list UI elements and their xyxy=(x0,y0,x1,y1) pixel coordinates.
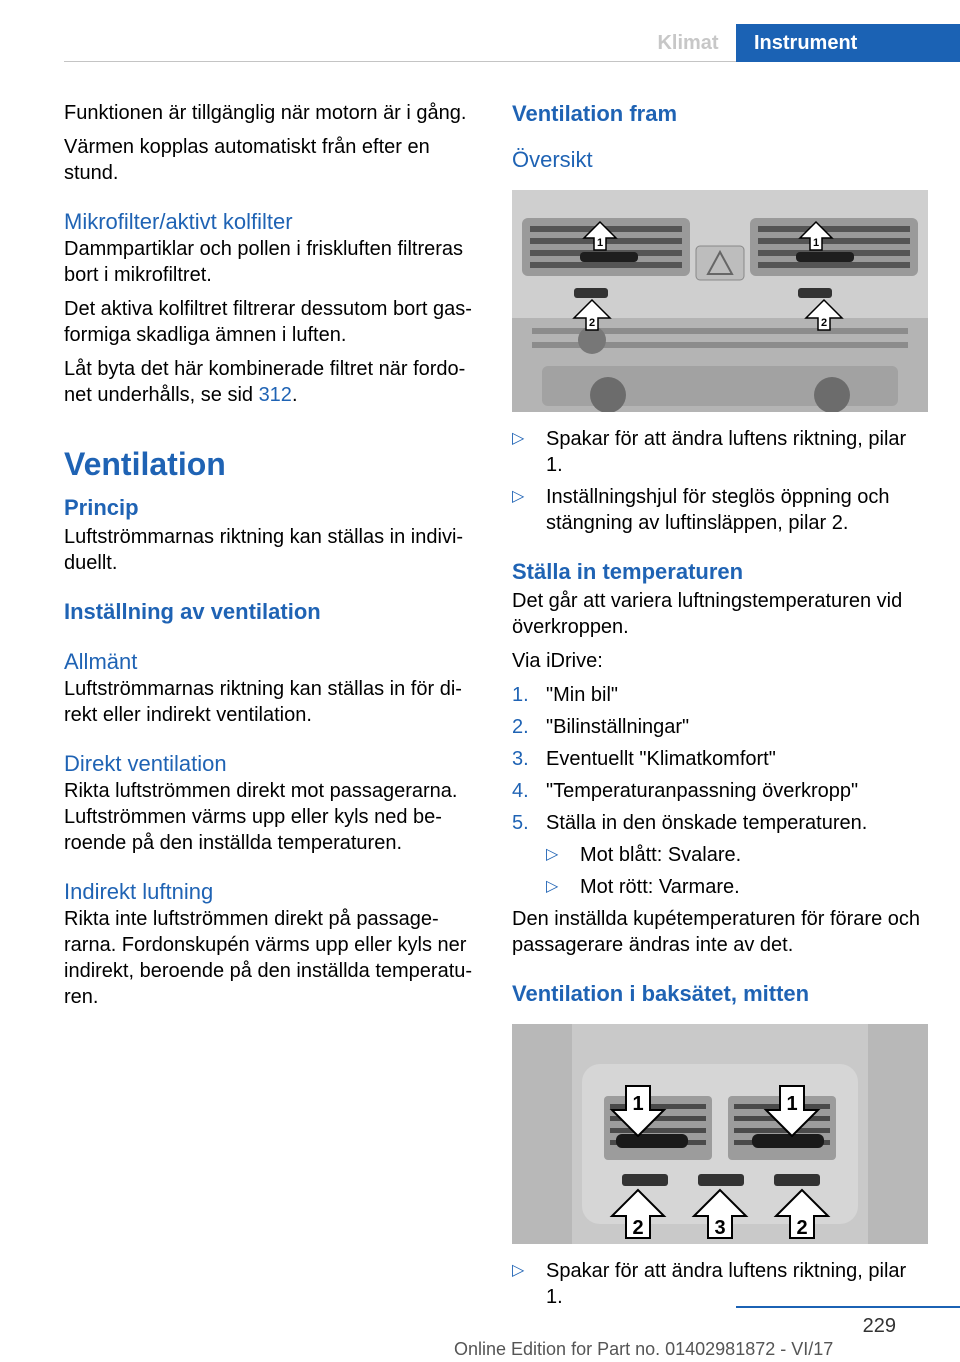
list-item: 4. "Temperaturanpassning överkropp" xyxy=(512,780,859,802)
vent-right xyxy=(750,218,918,276)
arrow-label-2b: 2 xyxy=(820,317,828,329)
list-item: ▷ Spakar för att ändra luftens riktning, pilar 1. xyxy=(512,428,907,476)
paragraph: Funktionen är tillgänglig när motorn är i gång. xyxy=(64,102,467,124)
arrow-label-2a: 2 xyxy=(632,1217,644,1239)
front-vents-illustration xyxy=(512,190,928,412)
figure-rear-vents xyxy=(512,1024,928,1244)
arrow-label-1b: 1 xyxy=(812,237,820,249)
footer-edition: Online Edition for Part no. 01402981872 - VI/17 xyxy=(454,1339,834,1359)
arrow-label-1a: 1 xyxy=(632,1093,644,1115)
tab-instrument[interactable]: Instrument xyxy=(736,24,960,62)
heading-oversikt: Översikt xyxy=(512,147,593,172)
paragraph: Luftströmmarnas riktning kan ställas in individuellt. xyxy=(64,526,464,574)
rear-vent-left xyxy=(604,1096,712,1160)
tab-klimat[interactable]: Klimat xyxy=(657,32,719,54)
bullet-list-front xyxy=(512,426,928,536)
page-header xyxy=(0,0,960,64)
paragraph: Den inställda kupétemperaturen för förare och passagerare ändras inte av det. xyxy=(512,908,921,956)
paragraph: Låt byta det här kombinerade filtret när fordonet underhålls, se sid 312. xyxy=(64,358,466,406)
numbered-steps xyxy=(512,682,928,836)
heading-baksate: Ventilation i baksätet, mitten xyxy=(512,981,810,1006)
list-item: 2. "Bilinställningar" xyxy=(512,716,690,738)
right-column xyxy=(512,100,928,1316)
figure-front-vents xyxy=(512,190,928,412)
triangle-bullet-icon: ▷ xyxy=(512,430,525,447)
page-number: 229 xyxy=(862,1315,896,1337)
sub-bullet-list xyxy=(546,842,928,900)
list-item: ▷ Mot blått: Svalare. xyxy=(546,844,742,866)
heading-indirekt: Indirekt luftning xyxy=(64,879,214,904)
paragraph: Luftströmmarnas riktning kan ställas in för direkt eller indirekt ventilation. xyxy=(64,678,462,726)
heading-installning: Inställning av ventilation xyxy=(64,599,321,624)
arrow-label-1b: 1 xyxy=(786,1093,798,1115)
paragraph: Värmen kopplas automatiskt från efter en stund. xyxy=(64,136,430,184)
arrow-label-3: 3 xyxy=(714,1217,726,1239)
triangle-bullet-icon: ▷ xyxy=(546,846,559,863)
paragraph: Det går att variera luftningstemperaturen vid överkroppen. xyxy=(512,590,903,638)
left-column xyxy=(64,100,480,1018)
heading-temperatur: Ställa in temperaturen xyxy=(512,559,744,584)
heading-ventilation: Ventilation xyxy=(64,446,226,482)
header-divider xyxy=(64,61,736,62)
arrow-label-2b: 2 xyxy=(796,1217,808,1239)
page-link-312[interactable]: 312 xyxy=(258,384,292,406)
heading-ventilation-fram: Ventilation fram xyxy=(512,101,678,126)
triangle-bullet-icon: ▷ xyxy=(512,1262,525,1279)
list-item: 5. Ställa in den önskade temperaturen. xyxy=(512,812,868,834)
list-item: ▷ Inställningshjul för steglös öppning och stängning av luftinsläppen, pilar 2. xyxy=(512,486,890,534)
bullet-list-rear xyxy=(512,1258,928,1310)
heading-allmant: Allmänt xyxy=(64,649,138,674)
arrow-label-2a: 2 xyxy=(588,317,596,329)
heading-mikrofilter: Mikrofilter/aktivt kolfilter xyxy=(64,209,293,234)
list-item: ▷ Mot rött: Varmare. xyxy=(546,876,740,898)
heading-direkt: Direkt ventilation xyxy=(64,751,227,776)
list-item: 1. "Min bil" xyxy=(512,684,618,706)
paragraph: Det aktiva kolfiltret filtrerar dessutom bort gasformiga skadliga ämnen i luften. xyxy=(64,298,472,346)
arrow-label-1a: 1 xyxy=(596,237,604,249)
triangle-bullet-icon: ▷ xyxy=(512,488,525,505)
list-item: ▷ Spakar för att ändra luftens riktning, pilar 1. xyxy=(512,1260,907,1308)
paragraph: Rikta inte luftströmmen direkt på passagerarna. Fordonskupén värms upp eller kyls ner indirekt, beroende på den inställda temperaturen. xyxy=(64,908,473,1008)
rear-vents-illustration xyxy=(512,1024,928,1244)
heading-princip: Princip xyxy=(64,495,139,520)
paragraph: Dammpartiklar och pollen i friskluften filtreras bort i mikrofiltret. xyxy=(64,238,464,286)
paragraph: Rikta luftströmmen direkt mot passagerarna. Luftströmmen värms upp eller kyls ned beroende på den inställda temperaturen. xyxy=(64,780,458,854)
footer-divider xyxy=(736,1306,960,1308)
paragraph: Via iDrive: xyxy=(512,650,603,672)
triangle-bullet-icon: ▷ xyxy=(546,878,559,895)
list-item: 3. Eventuellt "Klimatkomfort" xyxy=(512,748,776,770)
